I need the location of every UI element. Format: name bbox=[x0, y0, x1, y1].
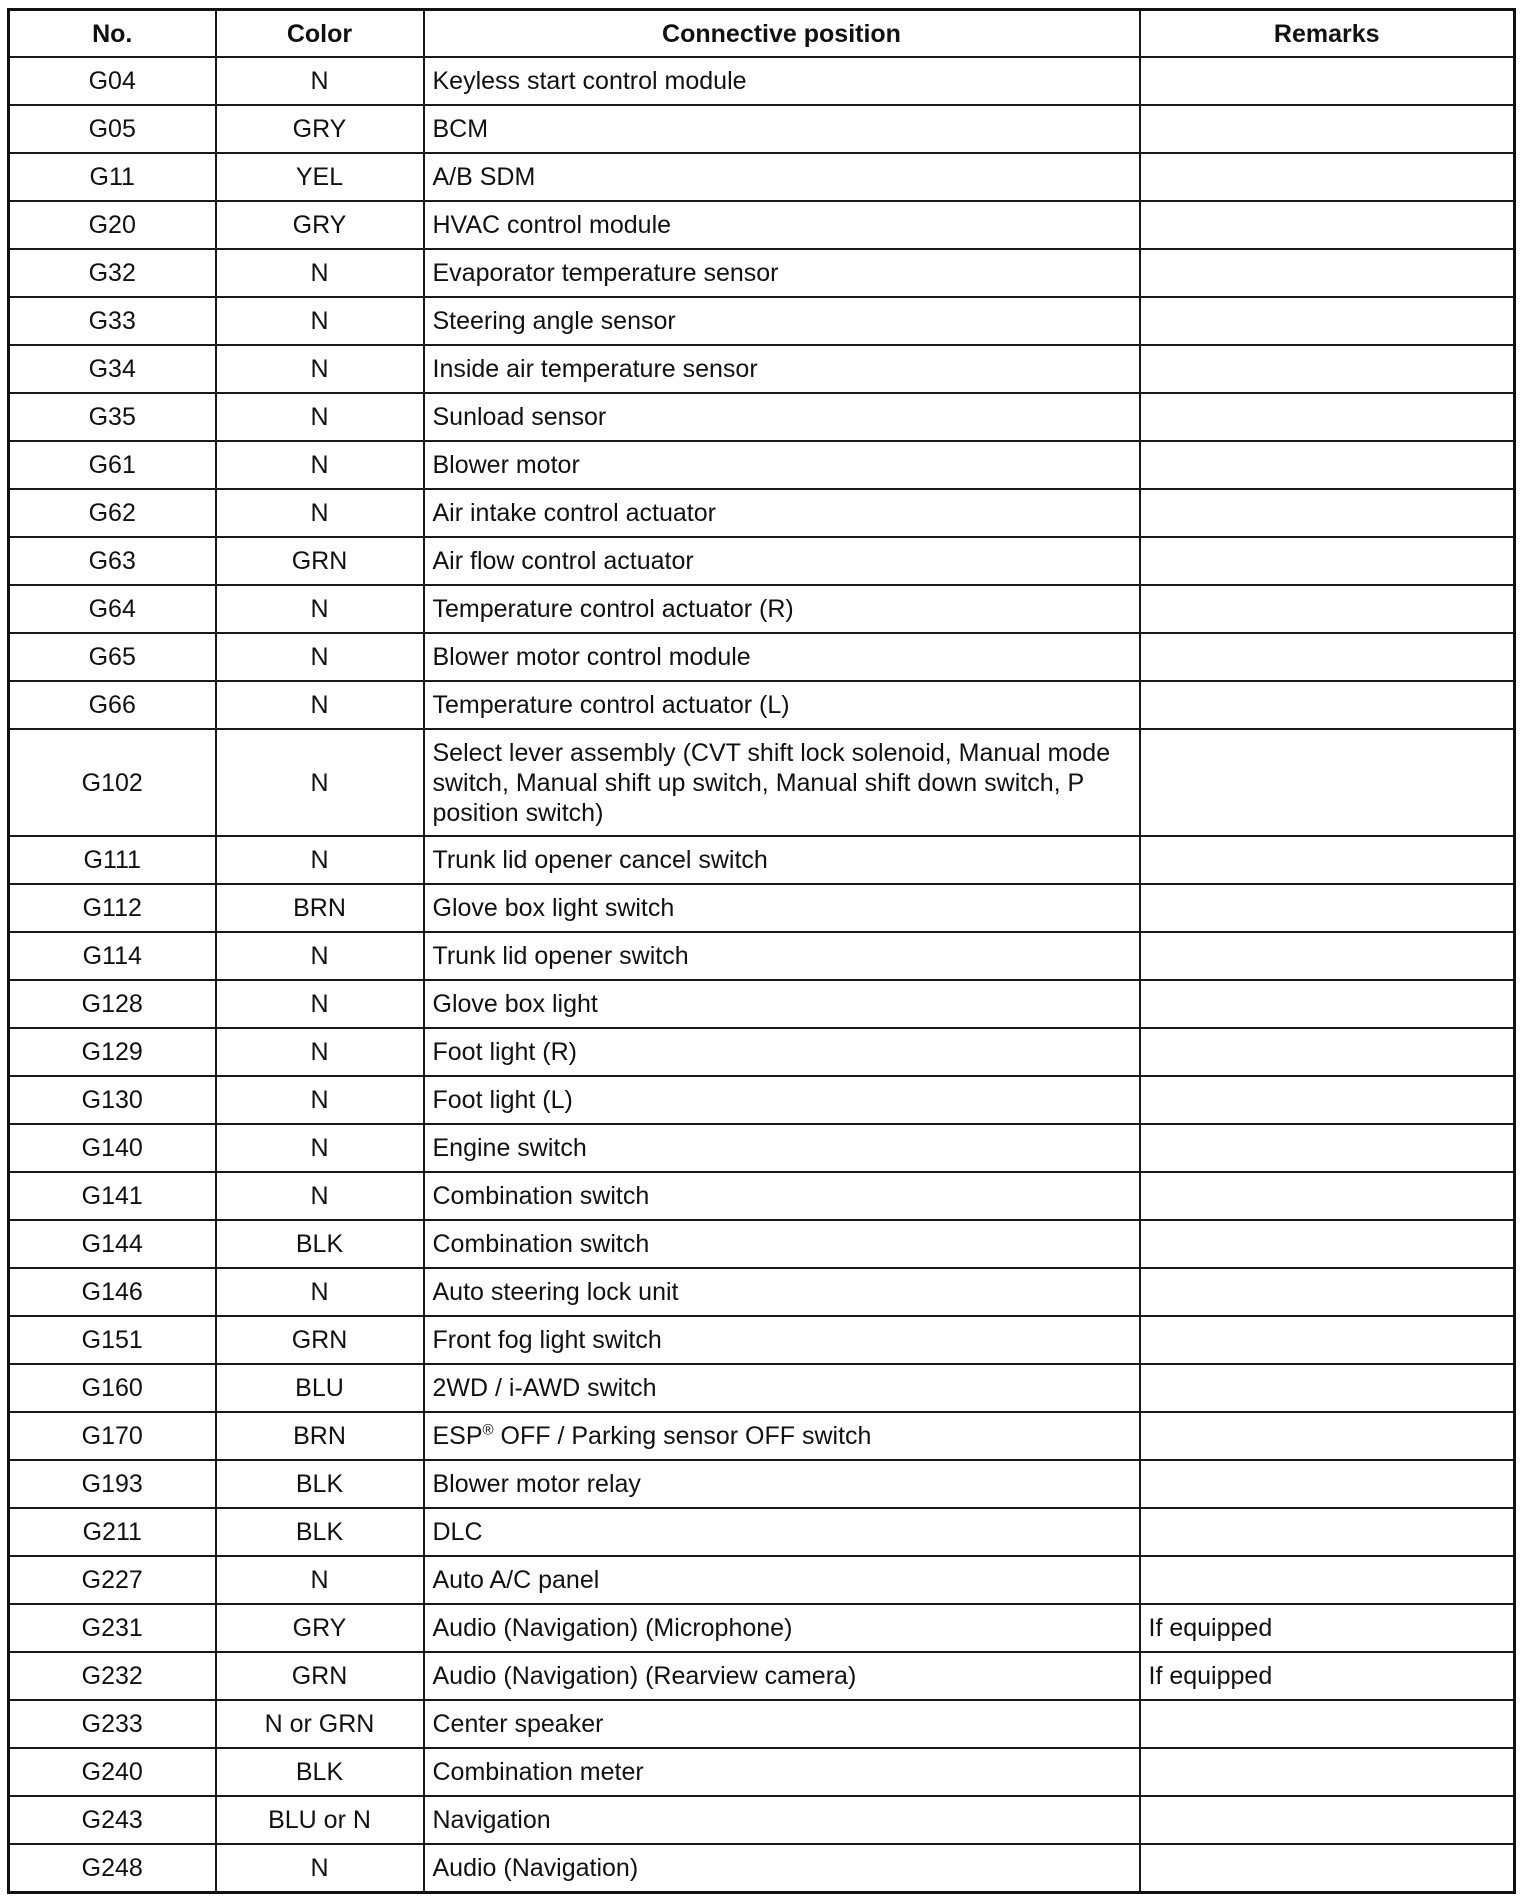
connector-color-cell: N bbox=[216, 489, 424, 537]
remarks-cell bbox=[1140, 1508, 1515, 1556]
connective-position-cell: Foot light (R) bbox=[424, 1028, 1140, 1076]
remarks-cell bbox=[1140, 57, 1515, 105]
connective-position-cell: Trunk lid opener switch bbox=[424, 932, 1140, 980]
connector-number-cell: G248 bbox=[9, 1844, 216, 1893]
connective-position-cell: Temperature control actuator (L) bbox=[424, 681, 1140, 729]
table-row bbox=[9, 1652, 1515, 1700]
connector-color-cell: GRN bbox=[216, 1652, 424, 1700]
connector-color-cell: N bbox=[216, 1124, 424, 1172]
remarks-cell: If equipped bbox=[1140, 1604, 1515, 1652]
connective-position-cell: DLC bbox=[424, 1508, 1140, 1556]
remarks-cell bbox=[1140, 729, 1515, 836]
table-row bbox=[9, 345, 1515, 393]
connector-color-cell: BLK bbox=[216, 1220, 424, 1268]
connector-number-cell: G33 bbox=[9, 297, 216, 345]
connector-number-cell: G243 bbox=[9, 1796, 216, 1844]
connector-color-cell: N bbox=[216, 345, 424, 393]
table-row bbox=[9, 1076, 1515, 1124]
remarks-cell bbox=[1140, 1556, 1515, 1604]
remarks-cell bbox=[1140, 932, 1515, 980]
table-row bbox=[9, 1124, 1515, 1172]
connective-position-cell: 2WD / i-AWD switch bbox=[424, 1364, 1140, 1412]
connector-number-cell: G240 bbox=[9, 1748, 216, 1796]
connective-position-cell: Center speaker bbox=[424, 1700, 1140, 1748]
connector-number-cell: G151 bbox=[9, 1316, 216, 1364]
connective-position-cell: Glove box light switch bbox=[424, 884, 1140, 932]
connector-number-cell: G146 bbox=[9, 1268, 216, 1316]
connector-number-cell: G128 bbox=[9, 980, 216, 1028]
connector-table-sheet bbox=[7, 8, 1513, 1888]
header-remarks: Remarks bbox=[1140, 10, 1515, 58]
connective-position-cell: Temperature control actuator (R) bbox=[424, 585, 1140, 633]
remarks-cell bbox=[1140, 1796, 1515, 1844]
connector-color-cell: BRN bbox=[216, 884, 424, 932]
table-row bbox=[9, 489, 1515, 537]
remarks-cell bbox=[1140, 1076, 1515, 1124]
remarks-cell bbox=[1140, 393, 1515, 441]
connector-color-cell: N bbox=[216, 1556, 424, 1604]
remarks-cell bbox=[1140, 585, 1515, 633]
header-no: No. bbox=[9, 10, 216, 58]
connective-position-cell: Audio (Navigation) (Microphone) bbox=[424, 1604, 1140, 1652]
connector-number-cell: G05 bbox=[9, 105, 216, 153]
connector-color-cell: N bbox=[216, 633, 424, 681]
connector-table bbox=[7, 8, 1516, 1894]
connector-number-cell: G62 bbox=[9, 489, 216, 537]
remarks-cell bbox=[1140, 537, 1515, 585]
table-body bbox=[9, 57, 1515, 1893]
table-row bbox=[9, 1220, 1515, 1268]
connector-color-cell: N bbox=[216, 729, 424, 836]
remarks-cell bbox=[1140, 1124, 1515, 1172]
remarks-cell bbox=[1140, 1220, 1515, 1268]
connector-number-cell: G11 bbox=[9, 153, 216, 201]
connector-number-cell: G211 bbox=[9, 1508, 216, 1556]
remarks-cell bbox=[1140, 249, 1515, 297]
connective-position-cell bbox=[424, 1412, 1140, 1460]
connector-number-cell: G111 bbox=[9, 836, 216, 884]
connector-color-cell: N bbox=[216, 836, 424, 884]
connector-number-cell: G232 bbox=[9, 1652, 216, 1700]
connective-position-cell: Auto A/C panel bbox=[424, 1556, 1140, 1604]
connector-color-cell: BRN bbox=[216, 1412, 424, 1460]
table-row bbox=[9, 884, 1515, 932]
connector-number-cell: G34 bbox=[9, 345, 216, 393]
connector-color-cell: N bbox=[216, 1268, 424, 1316]
connector-color-cell: N bbox=[216, 249, 424, 297]
table-row bbox=[9, 980, 1515, 1028]
table-row bbox=[9, 201, 1515, 249]
remarks-cell: If equipped bbox=[1140, 1652, 1515, 1700]
connective-position-cell: A/B SDM bbox=[424, 153, 1140, 201]
connector-color-cell: BLK bbox=[216, 1460, 424, 1508]
connector-color-cell: GRN bbox=[216, 1316, 424, 1364]
connector-number-cell: G35 bbox=[9, 393, 216, 441]
connector-number-cell: G32 bbox=[9, 249, 216, 297]
connector-number-cell: G102 bbox=[9, 729, 216, 836]
remarks-cell bbox=[1140, 105, 1515, 153]
remarks-cell bbox=[1140, 1364, 1515, 1412]
connector-number-cell: G66 bbox=[9, 681, 216, 729]
table-row bbox=[9, 249, 1515, 297]
table-header-row bbox=[9, 10, 1515, 58]
connector-color-cell: N bbox=[216, 1172, 424, 1220]
connector-number-cell: G193 bbox=[9, 1460, 216, 1508]
connective-position-cell: Audio (Navigation) (Rearview camera) bbox=[424, 1652, 1140, 1700]
connector-color-cell: N bbox=[216, 980, 424, 1028]
table-row bbox=[9, 57, 1515, 105]
connector-color-cell: N bbox=[216, 57, 424, 105]
connector-color-cell: BLK bbox=[216, 1748, 424, 1796]
remarks-cell bbox=[1140, 1748, 1515, 1796]
remarks-cell bbox=[1140, 489, 1515, 537]
table-row bbox=[9, 1796, 1515, 1844]
table-row bbox=[9, 1460, 1515, 1508]
connector-number-cell: G114 bbox=[9, 932, 216, 980]
connective-position-cell: Sunload sensor bbox=[424, 393, 1140, 441]
connective-position-cell: Air flow control actuator bbox=[424, 537, 1140, 585]
connector-color-cell: GRY bbox=[216, 105, 424, 153]
connector-color-cell: N bbox=[216, 1028, 424, 1076]
connector-number-cell: G144 bbox=[9, 1220, 216, 1268]
connector-color-cell: BLU or N bbox=[216, 1796, 424, 1844]
connective-position-cell: Combination switch bbox=[424, 1220, 1140, 1268]
position-text-suffix: OFF / Parking sensor OFF switch bbox=[493, 1422, 872, 1450]
connective-position-cell: Front fog light switch bbox=[424, 1316, 1140, 1364]
table-row bbox=[9, 633, 1515, 681]
connective-position-cell: Navigation bbox=[424, 1796, 1140, 1844]
remarks-cell bbox=[1140, 441, 1515, 489]
table-row bbox=[9, 537, 1515, 585]
remarks-cell bbox=[1140, 980, 1515, 1028]
table-row bbox=[9, 1508, 1515, 1556]
connector-number-cell: G64 bbox=[9, 585, 216, 633]
connective-position-cell: Audio (Navigation) bbox=[424, 1844, 1140, 1893]
connective-position-cell: Trunk lid opener cancel switch bbox=[424, 836, 1140, 884]
table-row bbox=[9, 105, 1515, 153]
connector-number-cell: G233 bbox=[9, 1700, 216, 1748]
connector-color-cell: N or GRN bbox=[216, 1700, 424, 1748]
registered-mark: ® bbox=[482, 1421, 494, 1439]
table-row bbox=[9, 729, 1515, 836]
table-row bbox=[9, 585, 1515, 633]
connective-position-cell: Foot light (L) bbox=[424, 1076, 1140, 1124]
connective-position-cell: Combination meter bbox=[424, 1748, 1140, 1796]
connector-number-cell: G129 bbox=[9, 1028, 216, 1076]
table-row bbox=[9, 153, 1515, 201]
connector-color-cell: N bbox=[216, 393, 424, 441]
remarks-cell bbox=[1140, 1412, 1515, 1460]
table-row bbox=[9, 1700, 1515, 1748]
table-row bbox=[9, 1748, 1515, 1796]
remarks-cell bbox=[1140, 1268, 1515, 1316]
connective-position-cell: Auto steering lock unit bbox=[424, 1268, 1140, 1316]
connector-number-cell: G112 bbox=[9, 884, 216, 932]
connector-number-cell: G20 bbox=[9, 201, 216, 249]
connector-number-cell: G170 bbox=[9, 1412, 216, 1460]
connector-color-cell: YEL bbox=[216, 153, 424, 201]
connector-number-cell: G231 bbox=[9, 1604, 216, 1652]
connective-position-cell: Steering angle sensor bbox=[424, 297, 1140, 345]
connector-number-cell: G61 bbox=[9, 441, 216, 489]
remarks-cell bbox=[1140, 681, 1515, 729]
connector-color-cell: GRN bbox=[216, 537, 424, 585]
header-color: Color bbox=[216, 10, 424, 58]
remarks-cell bbox=[1140, 633, 1515, 681]
remarks-cell bbox=[1140, 1460, 1515, 1508]
remarks-cell bbox=[1140, 1700, 1515, 1748]
connector-color-cell: N bbox=[216, 1844, 424, 1893]
remarks-cell bbox=[1140, 201, 1515, 249]
table-row bbox=[9, 932, 1515, 980]
connector-color-cell: N bbox=[216, 441, 424, 489]
connective-position-cell: Blower motor relay bbox=[424, 1460, 1140, 1508]
header-connective-position: Connective position bbox=[424, 10, 1140, 58]
connector-number-cell: G140 bbox=[9, 1124, 216, 1172]
remarks-cell bbox=[1140, 836, 1515, 884]
table-row bbox=[9, 1556, 1515, 1604]
connector-color-cell: BLK bbox=[216, 1508, 424, 1556]
table-row bbox=[9, 1316, 1515, 1364]
connective-position-cell: Inside air temperature sensor bbox=[424, 345, 1140, 393]
connective-position-cell: Engine switch bbox=[424, 1124, 1140, 1172]
remarks-cell bbox=[1140, 1028, 1515, 1076]
position-text: ESP bbox=[432, 1422, 483, 1450]
remarks-cell bbox=[1140, 297, 1515, 345]
connector-number-cell: G63 bbox=[9, 537, 216, 585]
connective-position-cell: Keyless start control module bbox=[424, 57, 1140, 105]
connector-number-cell: G65 bbox=[9, 633, 216, 681]
connective-position-cell: HVAC control module bbox=[424, 201, 1140, 249]
remarks-cell bbox=[1140, 1172, 1515, 1220]
connector-number-cell: G160 bbox=[9, 1364, 216, 1412]
table-row bbox=[9, 836, 1515, 884]
table-row bbox=[9, 681, 1515, 729]
connective-position-cell: Select lever assembly (CVT shift lock solenoid, Manual mode switch, Manual shift up switch, Manual shift down switch, P position switch) bbox=[424, 729, 1140, 836]
table-row bbox=[9, 1412, 1515, 1460]
connector-color-cell: N bbox=[216, 1076, 424, 1124]
table-row bbox=[9, 1364, 1515, 1412]
connector-color-cell: N bbox=[216, 681, 424, 729]
connector-color-cell: N bbox=[216, 585, 424, 633]
remarks-cell bbox=[1140, 884, 1515, 932]
connector-number-cell: G227 bbox=[9, 1556, 216, 1604]
connector-color-cell: GRY bbox=[216, 201, 424, 249]
table-row bbox=[9, 1604, 1515, 1652]
connective-position-cell: Glove box light bbox=[424, 980, 1140, 1028]
table-row bbox=[9, 393, 1515, 441]
connector-number-cell: G130 bbox=[9, 1076, 216, 1124]
remarks-cell bbox=[1140, 345, 1515, 393]
table-row bbox=[9, 1028, 1515, 1076]
connector-number-cell: G04 bbox=[9, 57, 216, 105]
connective-position-cell: Blower motor bbox=[424, 441, 1140, 489]
connective-position-cell: Evaporator temperature sensor bbox=[424, 249, 1140, 297]
remarks-cell bbox=[1140, 1316, 1515, 1364]
connective-position-cell: Air intake control actuator bbox=[424, 489, 1140, 537]
table-row bbox=[9, 297, 1515, 345]
table-row bbox=[9, 1172, 1515, 1220]
connector-color-cell: BLU bbox=[216, 1364, 424, 1412]
table-row bbox=[9, 441, 1515, 489]
connective-position-cell: Combination switch bbox=[424, 1172, 1140, 1220]
connector-number-cell: G141 bbox=[9, 1172, 216, 1220]
remarks-cell bbox=[1140, 1844, 1515, 1893]
connective-position-cell: Blower motor control module bbox=[424, 633, 1140, 681]
table-row bbox=[9, 1844, 1515, 1893]
connective-position-cell: BCM bbox=[424, 105, 1140, 153]
connector-color-cell: N bbox=[216, 297, 424, 345]
connector-color-cell: N bbox=[216, 932, 424, 980]
remarks-cell bbox=[1140, 153, 1515, 201]
connector-color-cell: GRY bbox=[216, 1604, 424, 1652]
table-row bbox=[9, 1268, 1515, 1316]
